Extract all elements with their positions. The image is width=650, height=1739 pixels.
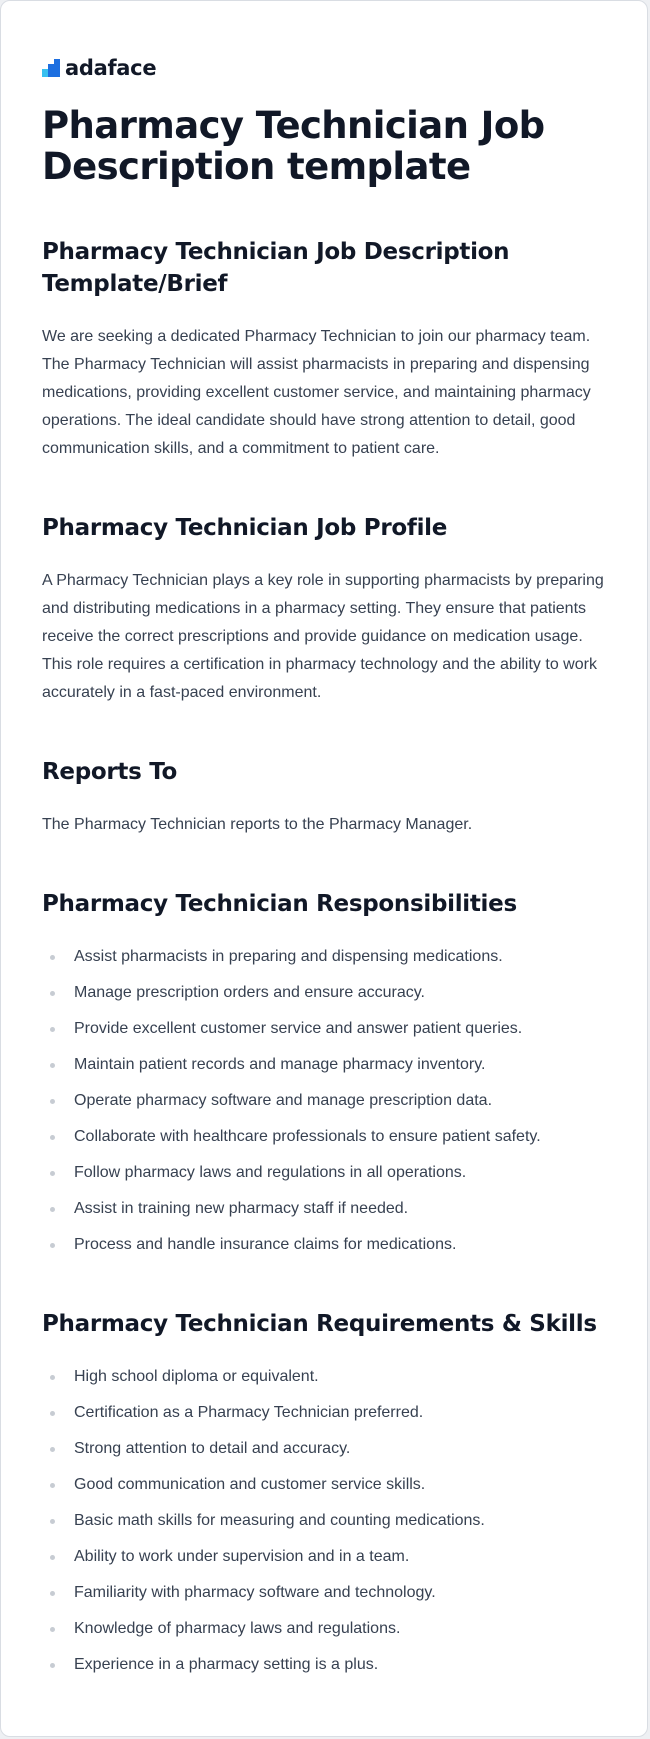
brief-text: We are seeking a dedicated Pharmacy Technician to join our pharmacy team. The Pharmacy Technician will assist pharmacists in preparing and dispensing medications, providing excellent customer service, and maintaining pharmacy operations. The ideal candidate should have strong attention to detail, good communication skills, and a commitment to patient care. — [42, 328, 591, 457]
bullet-icon — [50, 1135, 55, 1140]
list-item: Strong attention to detail and accuracy. — [42, 1431, 610, 1467]
list-item: Maintain patient records and manage pharmacy inventory. — [42, 1047, 610, 1083]
list-item: Knowledge of pharmacy laws and regulations. — [42, 1611, 610, 1647]
adaface-logo-icon — [42, 58, 62, 78]
adaface-logo[interactable] — [42, 55, 156, 81]
list-item: Provide excellent customer service and answer patient queries. — [42, 1011, 610, 1047]
requirements-heading: Pharmacy Technician Requirements & Skills — [42, 1311, 597, 1337]
list-item: Process and handle insurance claims for medications. — [42, 1227, 610, 1263]
bullet-icon — [50, 1375, 55, 1380]
bullet-icon — [50, 1627, 55, 1632]
list-item: Basic math skills for measuring and counting medications. — [42, 1503, 610, 1539]
bullet-icon — [50, 1027, 55, 1032]
bullet-icon — [50, 1591, 55, 1596]
bullet-icon — [50, 1447, 55, 1452]
responsibilities-heading: Pharmacy Technician Responsibilities — [42, 891, 517, 917]
list-item: Familiarity with pharmacy software and technology. — [42, 1575, 610, 1611]
responsibilities-list — [42, 939, 610, 1263]
bullet-icon — [50, 1411, 55, 1416]
bullet-icon — [50, 1519, 55, 1524]
profile-heading: Pharmacy Technician Job Profile — [42, 515, 448, 541]
list-item: Experience in a pharmacy setting is a plus. — [42, 1647, 610, 1683]
bullet-icon — [50, 1483, 55, 1488]
bullet-icon — [50, 1555, 55, 1560]
brand-name: adaface — [65, 56, 157, 80]
bullet-icon — [50, 991, 55, 996]
list-item: Manage prescription orders and ensure accuracy. — [42, 975, 610, 1011]
brief-heading: Pharmacy Technician Job Description Template/Brief — [42, 239, 510, 297]
list-item: Good communication and customer service skills. — [42, 1467, 610, 1503]
reports-to-heading: Reports To — [42, 759, 178, 785]
bullet-icon — [50, 1243, 55, 1248]
bullet-icon — [50, 1063, 55, 1068]
list-item: Certification as a Pharmacy Technician preferred. — [42, 1395, 610, 1431]
bullet-icon — [50, 1663, 55, 1668]
list-item: Collaborate with healthcare professionals to ensure patient safety. — [42, 1119, 610, 1155]
list-item: Ability to work under supervision and in a team. — [42, 1539, 610, 1575]
profile-text: A Pharmacy Technician plays a key role in supporting pharmacists by preparing and distributing medications in a pharmacy setting. They ensure that patients receive the correct prescriptions and provide guidance on medication usage. This role requires a certification in pharmacy technology and the ability to work accurately in a fast-paced environment. — [42, 572, 604, 701]
list-item: Assist in training new pharmacy staff if needed. — [42, 1191, 610, 1227]
bullet-icon — [50, 1207, 55, 1212]
page-title: Pharmacy Technician Job Description template — [42, 104, 545, 188]
list-item: High school diploma or equivalent. — [42, 1359, 610, 1395]
requirements-list — [42, 1359, 610, 1683]
bullet-icon — [50, 955, 55, 960]
list-item: Follow pharmacy laws and regulations in all operations. — [42, 1155, 610, 1191]
reports-to-text: The Pharmacy Technician reports to the Pharmacy Manager. — [42, 816, 473, 833]
bullet-icon — [50, 1171, 55, 1176]
list-item: Operate pharmacy software and manage prescription data. — [42, 1083, 610, 1119]
bullet-icon — [50, 1099, 55, 1104]
list-item: Assist pharmacists in preparing and dispensing medications. — [42, 939, 610, 975]
